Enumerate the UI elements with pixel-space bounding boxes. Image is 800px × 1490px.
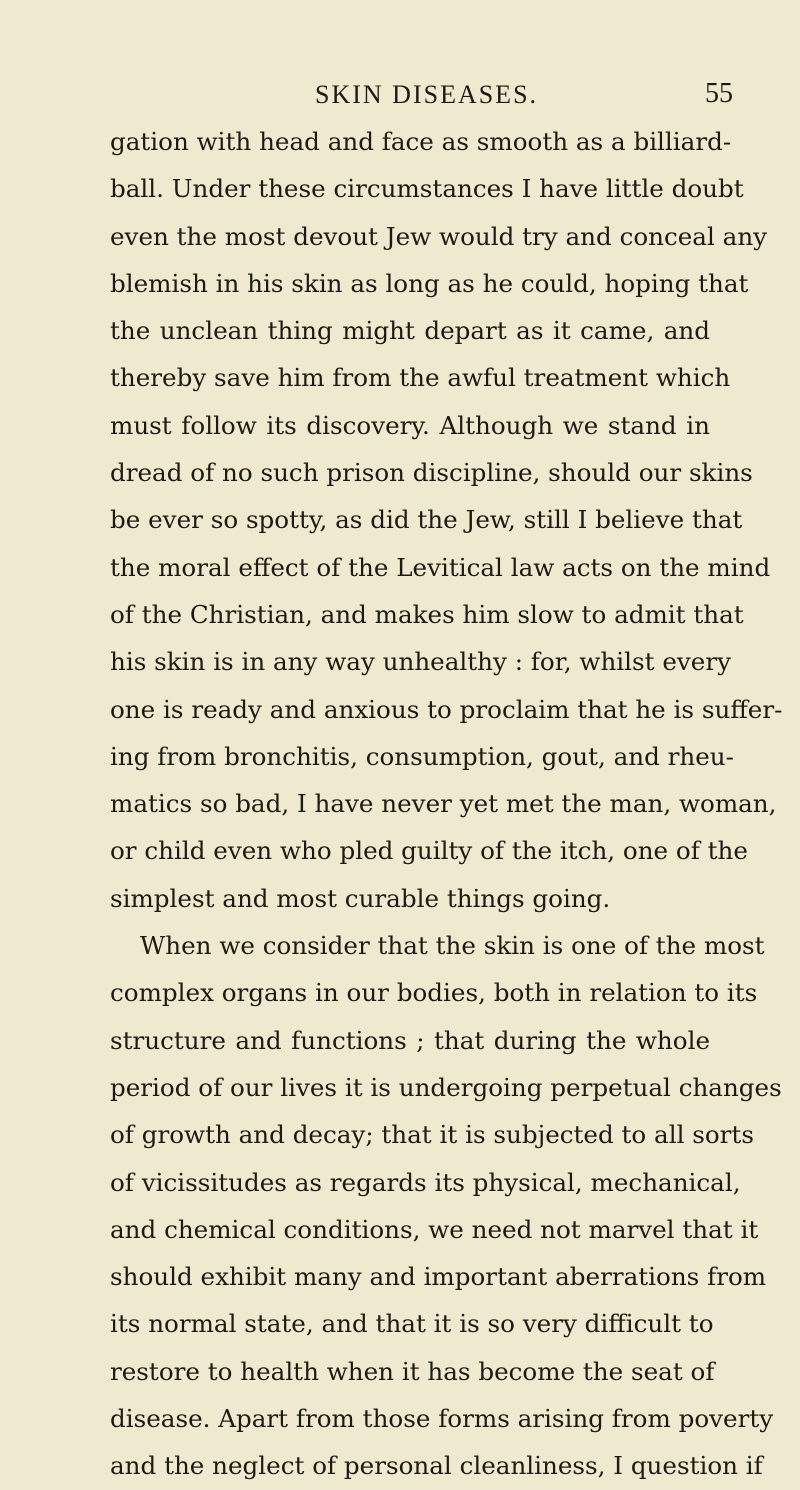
- text-line: the moral effect of the Levitical law acts on the mind: [110, 552, 771, 582]
- running-head: [0, 80, 800, 110]
- body-text: [110, 118, 783, 1490]
- text-line: even the most devout Jew would try and conceal any: [110, 221, 768, 251]
- text-line: his skin is in any way unhealthy : for, whilst every: [110, 647, 731, 677]
- text-line: thereby save him from the awful treatment which: [110, 363, 731, 393]
- page-number: 55: [705, 78, 733, 109]
- running-title: SKIN DISEASES.: [315, 80, 539, 109]
- text-line: its normal state, and that it is so very difficult to: [110, 1309, 714, 1339]
- text-line: dread of no such prison discipline, should our skins: [110, 458, 753, 488]
- text-line: of growth and decay; that it is subjected to all sorts: [110, 1120, 754, 1150]
- text-line: matics so bad, I have never yet met the man, woman,: [110, 789, 777, 819]
- text-line: and chemical conditions, we need not marvel that it: [110, 1214, 759, 1244]
- text-line: blemish in his skin as long as he could, hoping that: [110, 268, 749, 298]
- text-line: of vicissitudes as regards its physical, mechanical,: [110, 1167, 741, 1197]
- text-line: must follow its discovery. Although we stand in: [110, 410, 710, 440]
- text-line: should exhibit many and important aberrations from: [110, 1262, 767, 1292]
- text-line: disease. Apart from those forms arising from poverty: [110, 1404, 774, 1434]
- text-line: one is ready and anxious to proclaim that he is suffer-: [110, 694, 783, 724]
- paragraph-start-line: When we consider that the skin is one of the most: [140, 931, 765, 961]
- text-line: the unclean thing might depart as it came, and: [110, 316, 710, 346]
- text-line: gation with head and face as smooth as a billiard-: [110, 127, 732, 156]
- text-line: structure and functions ; that during the whole: [110, 1025, 710, 1055]
- text-line: and the neglect of personal cleanliness, I question if: [110, 1451, 763, 1481]
- paragraph-end-line: simplest and most curable things going.: [110, 883, 611, 913]
- text-line: ball. Under these circumstances I have little doubt: [110, 174, 744, 204]
- text-line: complex organs in our bodies, both in relation to its: [110, 978, 758, 1008]
- text-line: ing from bronchitis, consumption, gout, and rheu-: [110, 741, 734, 771]
- text-line: be ever so spotty, as did the Jew, still I believe that: [110, 505, 743, 535]
- text-line: of the Christian, and makes him slow to admit that: [110, 599, 744, 629]
- text-line: period of our lives it is undergoing perpetual changes: [110, 1072, 782, 1102]
- text-line: restore to health when it has become the seat of: [110, 1356, 715, 1386]
- text-line: or child even who pled guilty of the itch, one of the: [110, 836, 748, 866]
